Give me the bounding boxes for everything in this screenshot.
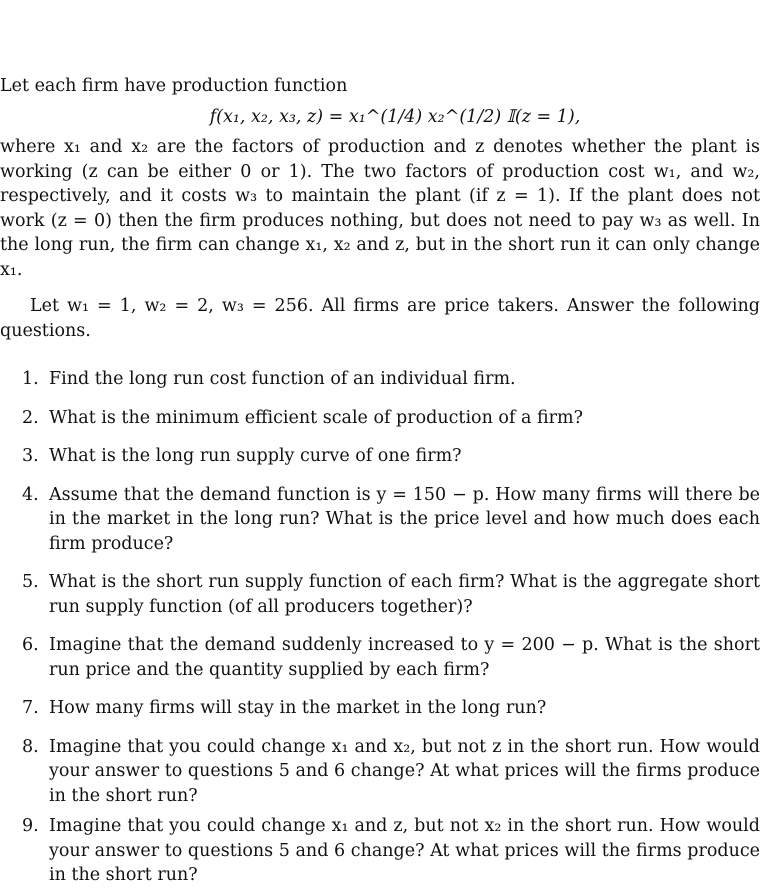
question-item [0, 633, 760, 682]
question-number: 1. [22, 369, 39, 389]
question-number: 2. [22, 407, 39, 428]
question-text: What is the short run supply function of each firm? What is the aggregate short run supply function (of all producers together)? [49, 572, 760, 617]
question-number: 5. [22, 572, 39, 592]
question-item [0, 814, 760, 888]
question-number: 9. [22, 816, 39, 836]
production-function-equation [0, 105, 760, 130]
given-parameters: Let w₁ = 1, w₂ = 2, w₃ = 256. All firms are price takers. Answer the following questions. [0, 296, 760, 341]
question-item [0, 735, 760, 809]
question-text: Imagine that the demand suddenly increased to y = 200 − p. What is the short run price and the quantity supplied by each firm? [49, 635, 760, 680]
question-item [0, 444, 760, 469]
equation-text: f(x₁, x₂, x₃, z) = x₁^(1/4) x₂^(1/2) 𝕀(z = 1), [209, 106, 581, 127]
question-text: How many firms will stay in the market in the long run? [49, 698, 547, 718]
question-item [0, 483, 760, 557]
question-text: What is the minimum efficient scale of production of a firm? [49, 407, 584, 428]
question-item [0, 367, 760, 392]
question-item [0, 406, 760, 431]
intro-lead: Let each firm have production function [0, 76, 348, 96]
question-list [0, 367, 760, 888]
question-text: What is the long run supply curve of one firm? [49, 446, 462, 466]
question-text: Find the long run cost function of an individual firm. [49, 369, 516, 389]
question-number: 7. [22, 698, 39, 718]
problem-document [0, 74, 760, 888]
intro-body: where x₁ and x₂ are the factors of production and z denotes whether the plant is working (z can be either 0 or 1). The two factors of production cost w₁, and w₂, respectively, and it costs w₃ to maintain the plant (if z = 1). If the plant does not work (z = 0) then the firm produces nothing, but does not need to pay w₃ as well. In the long run, the firm can change x₁, x₂ and z, but in the short run it can only change x₁. [0, 137, 760, 280]
question-text: Imagine that you could change x₁ and x₂, but not z in the short run. How would your answer to questions 5 and 6 change? At what prices will the firms produce in the short run? [49, 736, 760, 806]
question-text: Assume that the demand function is y = 150 − p. How many firms will there be in the market in the long run? What is the price level and how much does each firm produce? [49, 484, 760, 554]
question-number: 8. [22, 736, 39, 757]
question-text: Imagine that you could change x₁ and z, but not x₂ in the short run. How would your answer to questions 5 and 6 change? At what prices will the firms produce in the short run? [49, 816, 760, 885]
question-item [0, 570, 760, 619]
question-number: 4. [22, 484, 39, 505]
question-item [0, 696, 760, 721]
question-number: 6. [22, 635, 39, 655]
question-number: 3. [22, 446, 39, 466]
